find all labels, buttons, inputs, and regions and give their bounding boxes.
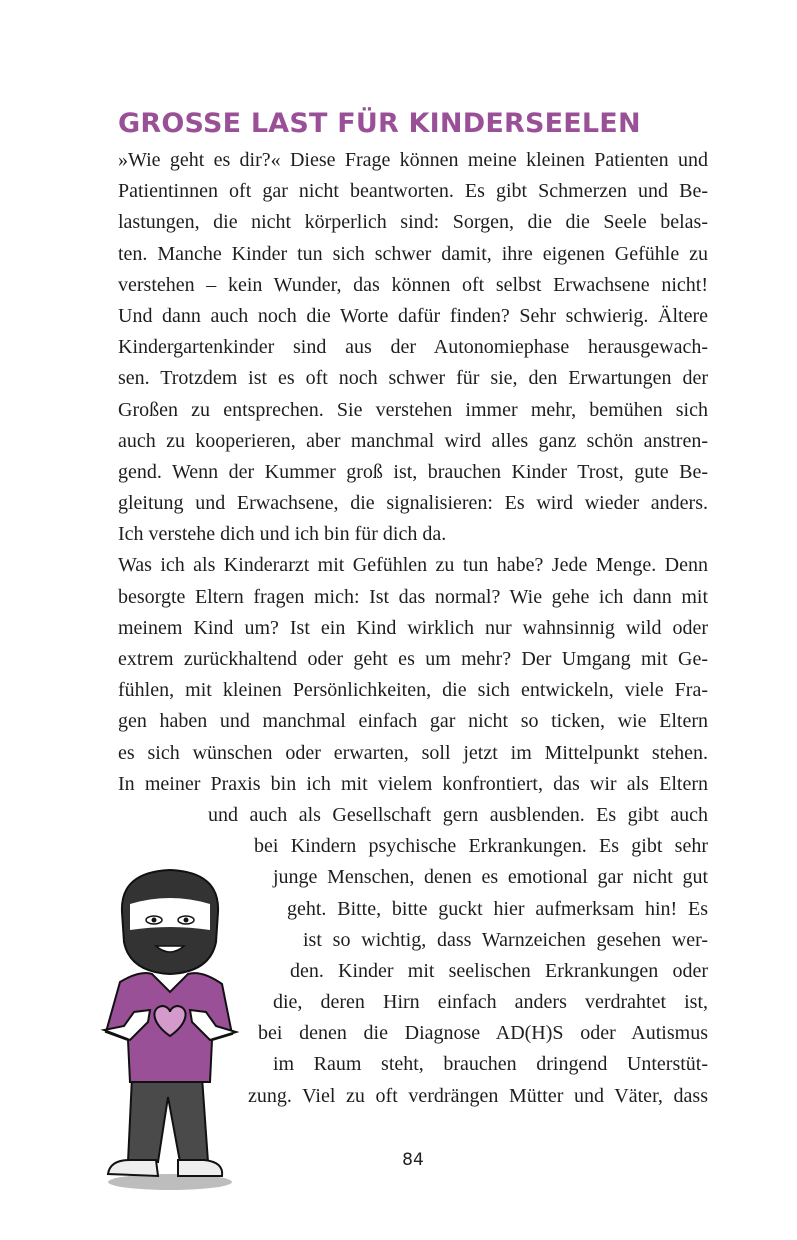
- text-line: Großen zu entsprechen. Sie verstehen immer mehr, bemühen sich: [118, 398, 708, 421]
- text-line: die, deren Hirn einfach anders verdrahtet ist,: [273, 991, 708, 1014]
- text-line: lastungen, die nicht körperlich sind: Sorgen, die die Seele belas-: [118, 211, 708, 234]
- text-line: junge Menschen, denen es emotional gar nicht gut: [273, 866, 708, 889]
- text-line: In meiner Praxis bin ich mit vielem konfrontiert, das wir als Eltern: [118, 772, 708, 795]
- text-line: bei Kindern psychische Erkrankungen. Es gibt sehr: [254, 835, 708, 858]
- text-line: Ich verstehe dich und ich bin für dich da.: [118, 523, 447, 546]
- text-line: zung. Viel zu oft verdrängen Mütter und Väter, dass: [248, 1084, 708, 1107]
- text-line: gend. Wenn der Kummer groß ist, brauchen Kinder Trost, gute Be-: [118, 460, 708, 483]
- text-line: auch zu kooperieren, aber manchmal wird alles ganz schön anstren-: [118, 429, 708, 452]
- text-line: Patientinnen oft gar nicht beantworten. Es gibt Schmerzen und Be-: [118, 180, 708, 203]
- text-line: meinem Kind um? Ist ein Kind wirklich nur wahnsinnig wild oder: [118, 616, 708, 639]
- doctor-illustration: [90, 862, 250, 1192]
- text-line: besorgte Eltern fragen mich: Ist das normal? Wie gehe ich dann mit: [118, 585, 708, 608]
- text-line: bei denen die Diagnose AD(H)S oder Autismus: [258, 1022, 708, 1045]
- text-line: im Raum steht, brauchen dringend Unterstüt-: [273, 1053, 708, 1076]
- text-line: Kindergartenkinder sind aus der Autonomiephase herausgewach-: [118, 336, 708, 359]
- text-line: es sich wünschen oder erwarten, soll jetzt im Mittelpunkt stehen.: [118, 741, 708, 764]
- text-line: ten. Manche Kinder tun sich schwer damit, ihre eigenen Gefühle zu: [118, 242, 708, 265]
- text-line: Was ich als Kinderarzt mit Gefühlen zu tun habe? Jede Menge. Denn: [118, 554, 708, 577]
- text-line: den. Kinder mit seelischen Erkrankungen oder: [290, 959, 708, 982]
- text-line: gleitung und Erwachsene, die signalisieren: Es wird wieder anders.: [118, 492, 708, 515]
- text-line: geht. Bitte, bitte guckt hier aufmerksam hin! Es: [287, 897, 708, 920]
- text-line: extrem zurückhaltend oder geht es um mehr? Der Umgang mit Ge-: [118, 648, 708, 670]
- section-heading: GROSSE LAST FÜR KINDERSEELEN: [118, 108, 641, 139]
- text-line: fühlen, mit kleinen Persönlichkeiten, die sich entwickeln, viele Fra-: [118, 679, 708, 702]
- page-number: 84: [402, 1150, 424, 1170]
- text-line: »Wie geht es dir?« Diese Frage können meine kleinen Patienten und: [118, 149, 708, 171]
- text-line: ist so wichtig, dass Warnzeichen gesehen wer-: [303, 928, 708, 951]
- text-line: verstehen – kein Wunder, das können oft selbst Erwachsene nicht!: [118, 273, 708, 296]
- text-line: Und dann auch noch die Worte dafür finden? Sehr schwierig. Ältere: [118, 304, 708, 327]
- text-line: sen. Trotzdem ist es oft noch schwer für sie, den Erwartungen der: [118, 367, 708, 390]
- text-line: und auch als Gesellschaft gern ausblenden. Es gibt auch: [208, 803, 708, 826]
- text-line: gen haben und manchmal einfach gar nicht so ticken, wie Eltern: [118, 710, 708, 733]
